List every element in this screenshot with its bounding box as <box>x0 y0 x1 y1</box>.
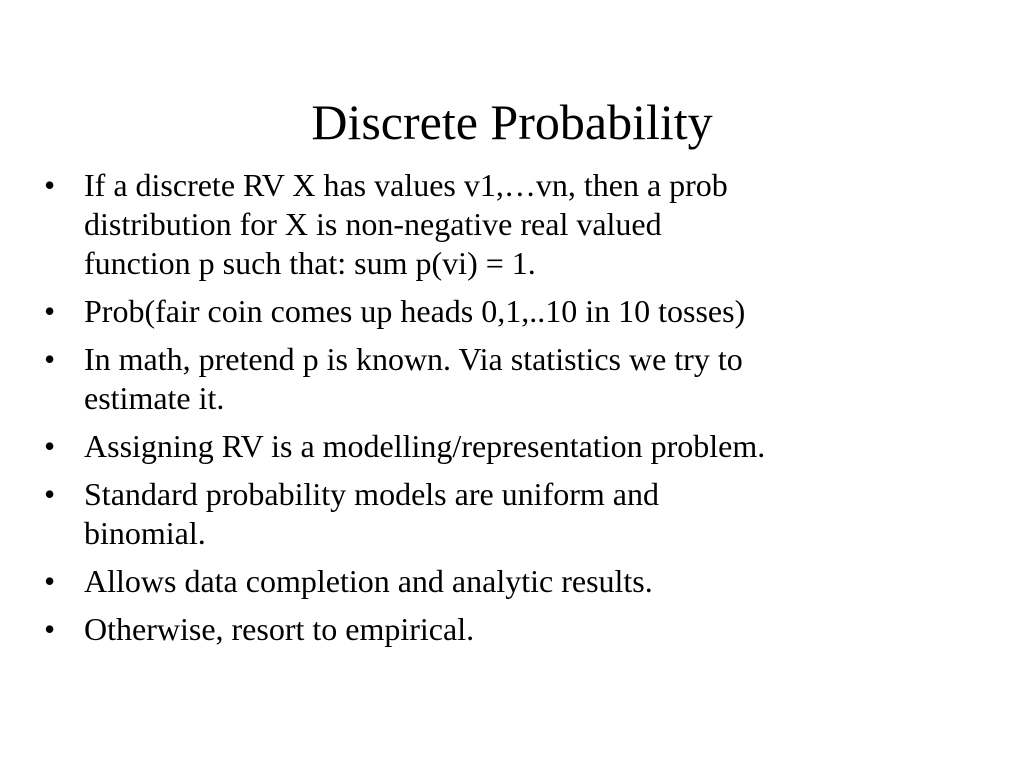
bullet-icon: • <box>44 167 56 203</box>
bullet-icon: • <box>44 563 56 599</box>
bullet-list <box>44 166 974 658</box>
bullet-item <box>44 610 974 649</box>
bullet-text: Otherwise, resort to empirical. <box>84 611 475 647</box>
bullet-icon: • <box>44 476 56 512</box>
bullet-text: In math, pretend p is known. Via statistics we try to estimate it. <box>84 341 743 416</box>
bullet-item <box>44 166 974 283</box>
bullet-text: If a discrete RV X has values v1,…vn, then a prob distribution for X is non-negative real valued function p such that: sum p(vi) = 1. <box>84 167 728 281</box>
bullet-icon: • <box>44 293 56 329</box>
bullet-icon: • <box>44 428 56 464</box>
bullet-text: Prob(fair coin comes up heads 0,1,..10 in 10 tosses) <box>84 293 746 329</box>
bullet-item <box>44 475 974 553</box>
bullet-icon: • <box>44 611 56 647</box>
bullet-icon: • <box>44 341 56 377</box>
bullet-item <box>44 292 974 331</box>
bullet-item <box>44 562 974 601</box>
bullet-text: Assigning RV is a modelling/representation problem. <box>84 428 766 464</box>
bullet-item <box>44 340 974 418</box>
slide-title: Discrete Probability <box>311 94 713 150</box>
bullet-text: Standard probability models are uniform and binomial. <box>84 476 659 551</box>
bullet-item <box>44 427 974 466</box>
bullet-text: Allows data completion and analytic results. <box>84 563 653 599</box>
